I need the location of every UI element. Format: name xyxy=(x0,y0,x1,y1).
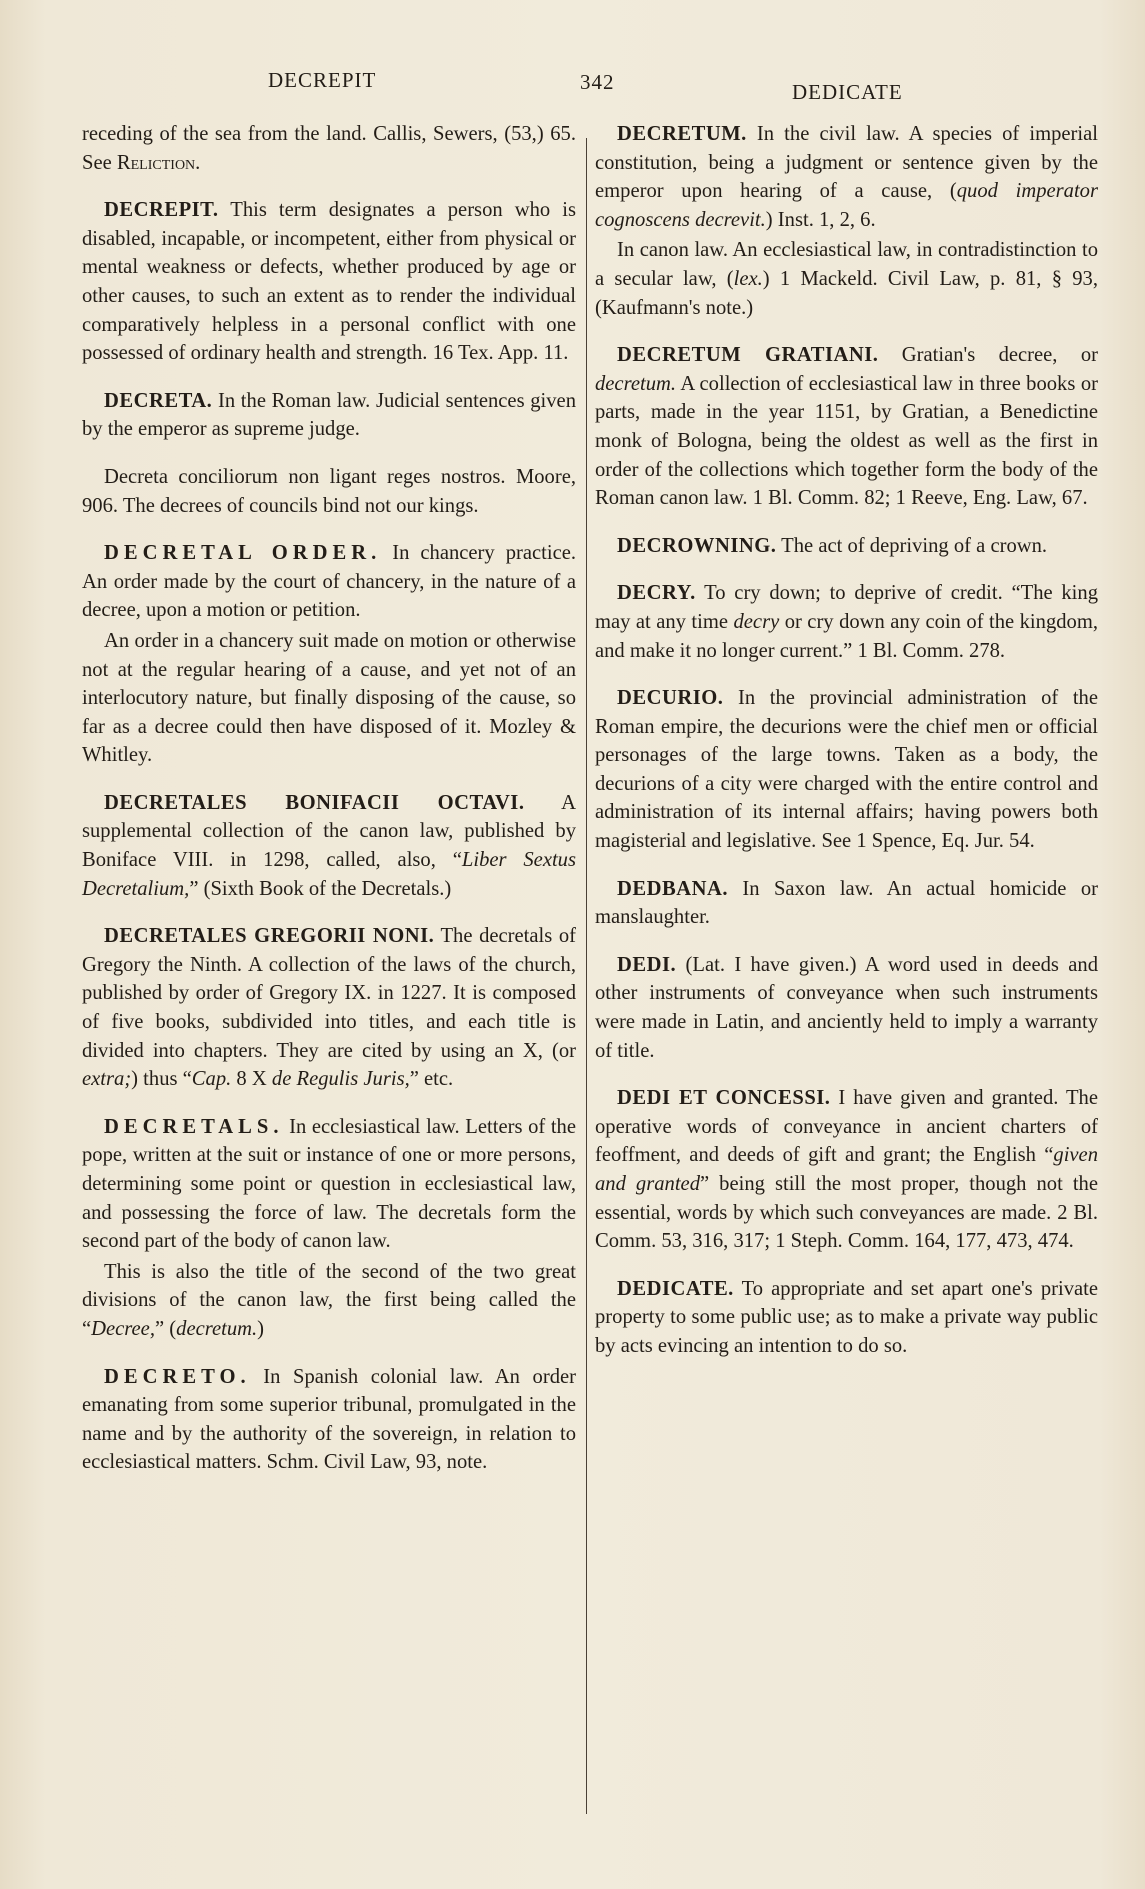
entry-body: DECRETALS. In ecclesiastical law. Letters of the pope, written at the suit or instance of one or more persons, determining some point or question in ecclesiastical law, and possessing the force of law. The decretals form the second part of the body of canon law. xyxy=(82,1115,576,1253)
entry-body: DECRETA. In the Roman law. Judicial sentences given by the emperor as supreme judge. xyxy=(82,389,576,441)
headword: DECRETO. xyxy=(104,1365,251,1388)
entry-body: DECURIO. In the provincial administration of the Roman empire, the decurions were the chief men or official personages of the large towns. Taken as a body, the decurions of a city were charged with the entire control and administration of its internal affairs; having powers both magisterial and legislative. See 1 Spence, Eq. Jur. 54. xyxy=(595,687,1098,853)
entry-subparagraph: This is also the title of the second of the two great divisions of the canon law, the first being called the “Decree,” (decretum.) xyxy=(82,1260,576,1340)
entry-dedi-et-concessi xyxy=(595,1084,1098,1256)
entry-decretum xyxy=(595,120,1098,322)
entry-dedicate xyxy=(595,1275,1098,1361)
right-column xyxy=(595,120,1098,1380)
cross-reference: Reliction xyxy=(116,151,196,174)
entry-body: DECROWNING. The act of depriving of a crown. xyxy=(617,534,1048,557)
running-head xyxy=(0,68,1145,108)
headword: DECRETALES BONIFACII OCTAVI. xyxy=(104,791,525,814)
headword: DECRETALS. xyxy=(104,1115,284,1138)
entry-body: DECRETALES GREGORII NONI. The decretals of Gregory the Ninth. A collection of the laws of the church, published by order of Gregory IX. in 1227. It is composed of five books, subdivided into titles, and each title is divided into chapters. They are cited by using an X, (or extra;) thus “Cap. 8 X de Regulis Juris,” etc. xyxy=(82,925,576,1091)
headword: DECRETA. xyxy=(104,389,213,412)
headword: DEDI ET CONCESSI. xyxy=(617,1087,831,1110)
running-head-left: DECREPIT xyxy=(268,68,377,92)
entry-decreto xyxy=(82,1363,576,1477)
headword: DECRETALES GREGORII NONI. xyxy=(104,925,435,948)
entry-body: DECRETUM GRATIANI. Gratian's decree, or decretum. A collection of ecclesiastical law in three books or parts, made in the year 1151, by Gratian, a Benedictine monk of Bologna, being the oldest as well as the first in order of the collections which together form the body of the Roman canon law. 1 Bl. Comm. 82; 1 Reeve, Eng. Law, 67. xyxy=(595,344,1098,510)
entry-decretales-gregorii xyxy=(82,922,576,1094)
entry-body: DECRETAL ORDER. In chancery practice. An order made by the court of chancery, in the nature of a decree, upon a motion or petition. xyxy=(82,542,576,622)
entry-maxim-decreta xyxy=(82,463,576,520)
entry-decretales-bonifacii xyxy=(82,789,576,903)
entry-decretals xyxy=(82,1113,576,1344)
maxim: Decreta conciliorum non ligant reges nostros. xyxy=(104,465,506,488)
headword: DECREPIT. xyxy=(104,199,219,222)
headword: DECRETUM GRATIANI. xyxy=(617,344,879,367)
entry-decrowning xyxy=(595,532,1098,561)
entry-body: DEDICATE. To appropriate and set apart one's private property to some public use; as to make a private way public by acts evincing an intention to do so. xyxy=(595,1277,1098,1357)
entry-body: DEDI. (Lat. I have given.) A word used in deeds and other instruments of conveyance when such instruments were made in Latin, and anciently held to imply a warranty of title. xyxy=(595,953,1098,1062)
headword: DECRETAL ORDER. xyxy=(104,542,382,565)
headword: DECRY. xyxy=(617,582,696,605)
entry-body: DEDI ET CONCESSI. I have given and granted. The operative words of conveyance in ancient charters of feoffment, and deeds of gift and grant; the English “given and granted” being still the most proper, though not the essential, words by which such conveyances are made. 2 Bl. Comm. 53, 316, 317; 1 Steph. Comm. 164, 177, 473, 474. xyxy=(595,1087,1098,1253)
entry-continuation xyxy=(82,120,576,177)
left-column xyxy=(82,120,576,1496)
entry-decurio xyxy=(595,684,1098,856)
column-divider xyxy=(586,138,587,1814)
entry-body: DEDBANA. In Saxon law. An actual homicide or manslaughter. xyxy=(595,877,1098,929)
entry-body: DECRETALES BONIFACII OCTAVI. A supplemental collection of the canon law, published by Boniface VIII. in 1298, called, also, “Liber Sextus Decretalium,” (Sixth Book of the Decretals.) xyxy=(82,791,577,900)
entry-decretal-order xyxy=(82,539,576,770)
entry-decry xyxy=(595,579,1098,665)
entry-body: DECRY. To cry down; to deprive of credit. “The king may at any time decry or cry down any coin of the kingdom, and make it no longer current.” 1 Bl. Comm. 278. xyxy=(595,582,1099,662)
entry-body: receding of the sea from the land. Callis, Sewers, (53,) 65. See Reliction. xyxy=(82,123,576,174)
headword: DECRETUM. xyxy=(617,123,747,145)
entry-decrepit xyxy=(82,196,576,368)
entry-dedi xyxy=(595,951,1098,1065)
entry-body: Decreta conciliorum non ligant reges nostros. Moore, 906. The decrees of councils bind not our kings. xyxy=(82,465,577,517)
headword: DECURIO. xyxy=(617,687,724,710)
entry-body: DECRETO. In Spanish colonial law. An order emanating from some superior tribunal, promulgated in the name and by the authority of the sovereign, in relation to ecclesiastical matters. Schm. Civil Law, 93, note. xyxy=(82,1365,576,1474)
entry-dedbana xyxy=(595,875,1098,932)
entry-subparagraph: An order in a chancery suit made on motion or otherwise not at the regular hearing of a cause, and yet not of an interlocutory nature, but finally disposing of the cause, so far as a decree could then have disposed of it. Mozley & Whitley. xyxy=(82,629,576,767)
headword: DECROWNING. xyxy=(617,534,777,557)
entry-body: DECREPIT. This term designates a person who is disabled, incapable, or incompetent, either from physical or mental weakness or defects, whether produced by age or other causes, to such an extent as to render the individual comparatively helpless in a personal conflict with one possessed of ordinary health and strength. 16 Tex. App. 11. xyxy=(82,199,576,365)
entry-body: DECRETUM. In the civil law. A species of imperial constitution, being a judgment or sentence given by the emperor upon hearing of a cause, (quod imperator cognoscens decrevit.) Inst. 1, 2, 6. xyxy=(595,123,1098,231)
headword: DEDICATE. xyxy=(617,1277,734,1300)
running-head-right: DEDICATE xyxy=(792,80,903,104)
headword: DEDI. xyxy=(617,953,677,976)
headword: DEDBANA. xyxy=(617,877,728,900)
entry-decreta xyxy=(82,387,576,444)
entry-subparagraph: In canon law. An ecclesiastical law, in contradistinction to a secular law, (lex.) 1 Mackeld. Civil Law, p. 81, § 93, (Kaufmann's note.) xyxy=(595,239,1098,319)
page-number: 342 xyxy=(580,70,615,94)
entry-decretum-gratiani xyxy=(595,341,1098,513)
